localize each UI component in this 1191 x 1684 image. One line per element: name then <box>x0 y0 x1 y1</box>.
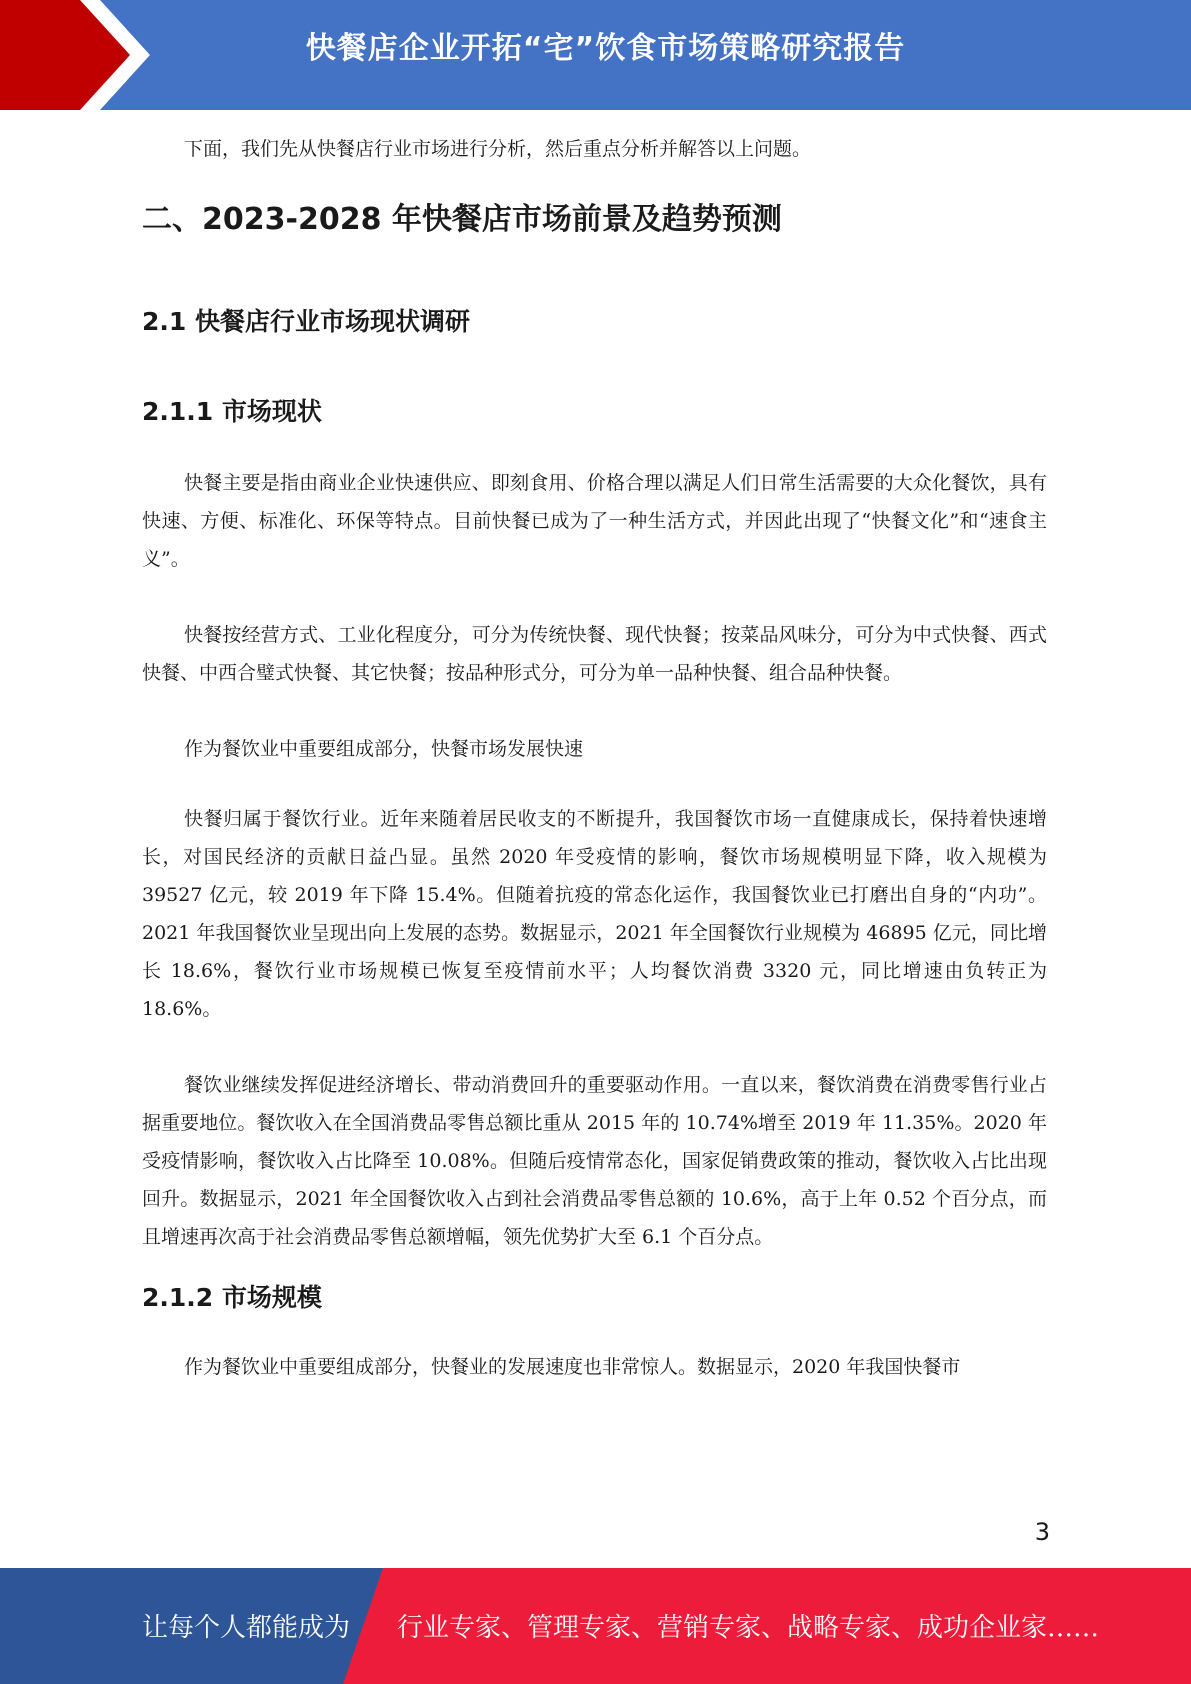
page-number: 3 <box>1034 1518 1050 1546</box>
footer-slogan-right: 行业专家、管理专家、营销专家、战略专家、成功企业家…… <box>397 1613 1100 1643</box>
subsubsection-heading-market-status: 2.1.1 市场现状 <box>142 397 322 426</box>
paragraph-definition: 快餐主要是指由商业企业快速供应、即刻食用、价格合理以满足人们日常生活需要的大众化餐饮，具有快速、方便、标准化、环保等特点。目前快餐已成为了一种生活方式，并因此出现了“快餐文化”和“速食主义”。 <box>142 472 1047 570</box>
paragraph-market-size: 作为餐饮业中重要组成部分，快餐业的发展速度也非常惊人。数据显示，2020 年我国快餐市 <box>184 1356 961 1378</box>
document-body <box>142 130 1047 1386</box>
footer-slogan-left: 让每个人都能成为 <box>142 1613 351 1643</box>
intro-paragraph: 下面，我们先从快餐店行业市场进行分析，然后重点分析并解答以上问题。 <box>184 138 812 160</box>
section-heading: 二、2023-2028 年快餐店市场前景及趋势预测 <box>142 202 782 237</box>
header-banner <box>0 0 1191 110</box>
subsubsection-heading-market-size: 2.1.2 市场规模 <box>142 1283 322 1312</box>
subsection-heading: 2.1 快餐店行业市场现状调研 <box>142 307 470 336</box>
report-title: 快餐店企业开拓“宅”饮食市场策略研究报告 <box>305 31 906 66</box>
paragraph-growth-intro: 作为餐饮业中重要组成部分，快餐市场发展快速 <box>184 738 584 760</box>
paragraph-consumption-share: 餐饮业继续发挥促进经济增长、带动消费回升的重要驱动作用。一直以来，餐饮消费在消费零售行业占据重要地位。餐饮收入在全国消费品零售总额比重从 2015 年的 10.74%增至 2019 年 11.35%。2020 年受疫情影响，餐饮收入占比降至 10.08%。但随后疫情常态化，国家促销费政策的推动，餐饮收入占比出现回升。数据显示，2021 年全国餐饮收入占到社会消费品零售总额的 10.6%，高于上年 0.52 个百分点，而且增速再次高于社会消费品零售总额增幅，领先优势扩大至 6.1 个百分点。 <box>142 1074 1047 1248</box>
footer-banner <box>0 1568 1191 1684</box>
paragraph-industry-data: 快餐归属于餐饮行业。近年来随着居民收支的不断提升，我国餐饮市场一直健康成长，保持着快速增长，对国民经济的贡献日益凸显。虽然 2020 年受疫情的影响，餐饮市场规模明显下降，收入规模为 39527 亿元，较 2019 年下降 15.4%。但随着抗疫的常态化运作，我国餐饮业已打磨出自身的“内功”。2021 年我国餐饮业呈现出向上发展的态势。数据显示，2021 年全国餐饮行业规模为 46895 亿元，同比增长 18.6%，餐饮行业市场规模已恢复至疫情前水平；人均餐饮消费 3320 元，同比增速由负转正为 18.6%。 <box>142 808 1047 1020</box>
paragraph-classification: 快餐按经营方式、工业化程度分，可分为传统快餐、现代快餐；按菜品风味分，可分为中式快餐、西式快餐、中西合璧式快餐、其它快餐；按品种形式分，可分为单一品种快餐、组合品种快餐。 <box>142 624 1047 684</box>
